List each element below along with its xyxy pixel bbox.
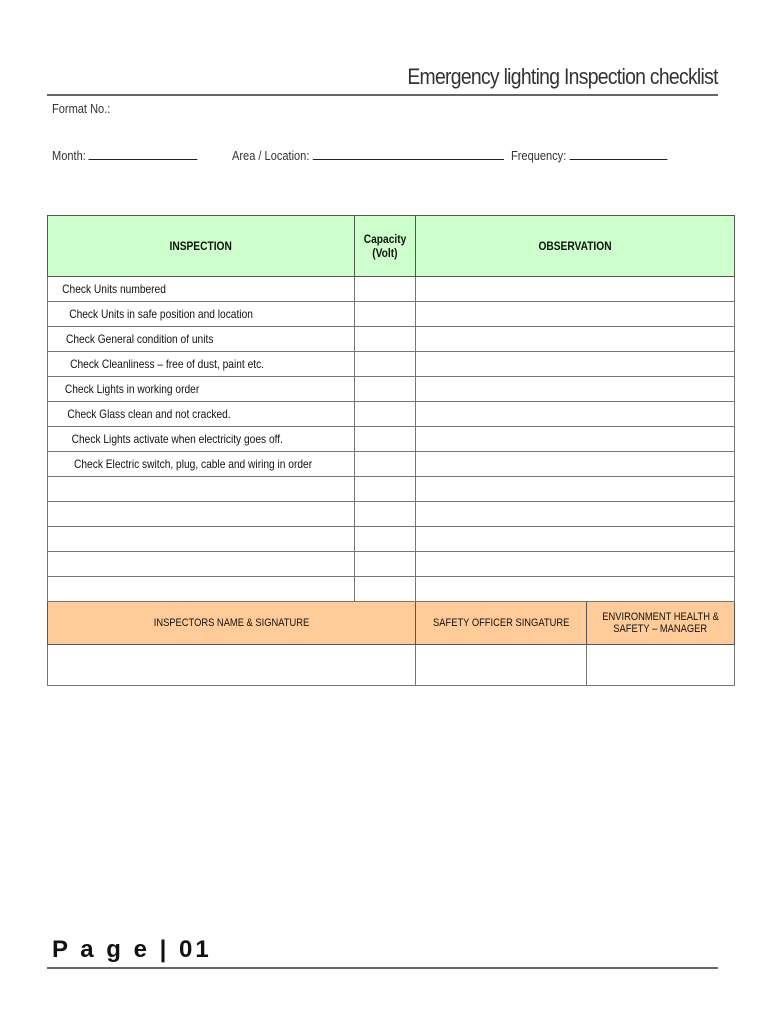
inspection-item [48, 502, 355, 527]
inspection-item: Check Units in safe position and location [48, 302, 355, 327]
observation-cell[interactable] [415, 477, 734, 502]
capacity-cell[interactable] [354, 327, 415, 352]
table-row [48, 452, 735, 477]
observation-cell[interactable] [415, 552, 734, 577]
table-row [48, 427, 735, 452]
area-blank[interactable] [312, 147, 503, 160]
page-title: Emergency lighting Inspection checklist [407, 64, 718, 89]
capacity-cell[interactable] [354, 277, 415, 302]
table-row [48, 377, 735, 402]
table-row [48, 527, 735, 552]
format-no-label: Format No.: [52, 101, 111, 116]
table-header-row [48, 216, 735, 277]
observation-cell[interactable] [415, 327, 734, 352]
month-field[interactable] [52, 147, 198, 163]
observation-cell[interactable] [415, 502, 734, 527]
observation-cell[interactable] [415, 302, 734, 327]
table-row [48, 477, 735, 502]
frequency-label: Frequency: [511, 148, 567, 163]
capacity-cell[interactable] [354, 427, 415, 452]
capacity-cell[interactable] [354, 377, 415, 402]
capacity-cell[interactable] [354, 527, 415, 552]
inspection-item: Check Glass clean and not cracked. [48, 402, 355, 427]
inspection-item [48, 577, 355, 602]
observation-cell[interactable] [415, 427, 734, 452]
title-rule [47, 94, 718, 96]
observation-cell[interactable] [415, 352, 734, 377]
observation-cell[interactable] [415, 452, 734, 477]
ehs-manager-signature-cell[interactable] [586, 645, 734, 686]
table-row [48, 502, 735, 527]
observation-cell[interactable] [415, 577, 734, 602]
frequency-blank[interactable] [569, 147, 667, 160]
safety-officer-signature-cell[interactable] [415, 645, 586, 686]
table-row [48, 402, 735, 427]
header-observation: OBSERVATION [415, 216, 734, 277]
inspection-item: Check Electric switch, plug, cable and wiring in order [48, 452, 355, 477]
ehs-manager-header: ENVIRONMENT HEALTH & SAFETY – MANAGER [586, 602, 734, 645]
inspection-item: Check Units numbered [48, 277, 355, 302]
area-label: Area / Location: [232, 148, 310, 163]
inspection-item: Check Cleanliness – free of dust, paint etc. [48, 352, 355, 377]
inspection-item: Check Lights activate when electricity goes off. [48, 427, 355, 452]
inspection-item: Check Lights in working order [48, 377, 355, 402]
capacity-cell[interactable] [354, 552, 415, 577]
header-inspection: INSPECTION [48, 216, 355, 277]
inspection-item [48, 527, 355, 552]
month-blank[interactable] [89, 147, 198, 160]
inspection-table [47, 215, 735, 686]
capacity-cell[interactable] [354, 352, 415, 377]
capacity-cell[interactable] [354, 577, 415, 602]
month-label: Month: [52, 148, 86, 163]
signature-header-row [48, 602, 735, 645]
safety-officer-header: SAFETY OFFICER SINGATURE [415, 602, 586, 645]
area-field[interactable] [232, 147, 504, 163]
capacity-cell[interactable] [354, 302, 415, 327]
capacity-cell[interactable] [354, 502, 415, 527]
observation-cell[interactable] [415, 277, 734, 302]
inspection-item: Check General condition of units [48, 327, 355, 352]
footer-rule [47, 967, 718, 969]
table-row [48, 327, 735, 352]
capacity-cell[interactable] [354, 452, 415, 477]
signature-row [48, 645, 735, 686]
observation-cell[interactable] [415, 402, 734, 427]
frequency-field[interactable] [511, 147, 667, 163]
table-row [48, 552, 735, 577]
table-row [48, 577, 735, 602]
inspector-signature-header: INSPECTORS NAME & SIGNATURE [48, 602, 416, 645]
capacity-cell[interactable] [354, 402, 415, 427]
header-capacity: Capacity (Volt) [354, 216, 415, 277]
inspection-item [48, 477, 355, 502]
table-row [48, 277, 735, 302]
table-row [48, 352, 735, 377]
inspection-item [48, 552, 355, 577]
observation-cell[interactable] [415, 377, 734, 402]
observation-cell[interactable] [415, 527, 734, 552]
table-row [48, 302, 735, 327]
capacity-cell[interactable] [354, 477, 415, 502]
inspector-signature-cell[interactable] [48, 645, 416, 686]
page-number: P a g e | 01 [52, 936, 212, 963]
